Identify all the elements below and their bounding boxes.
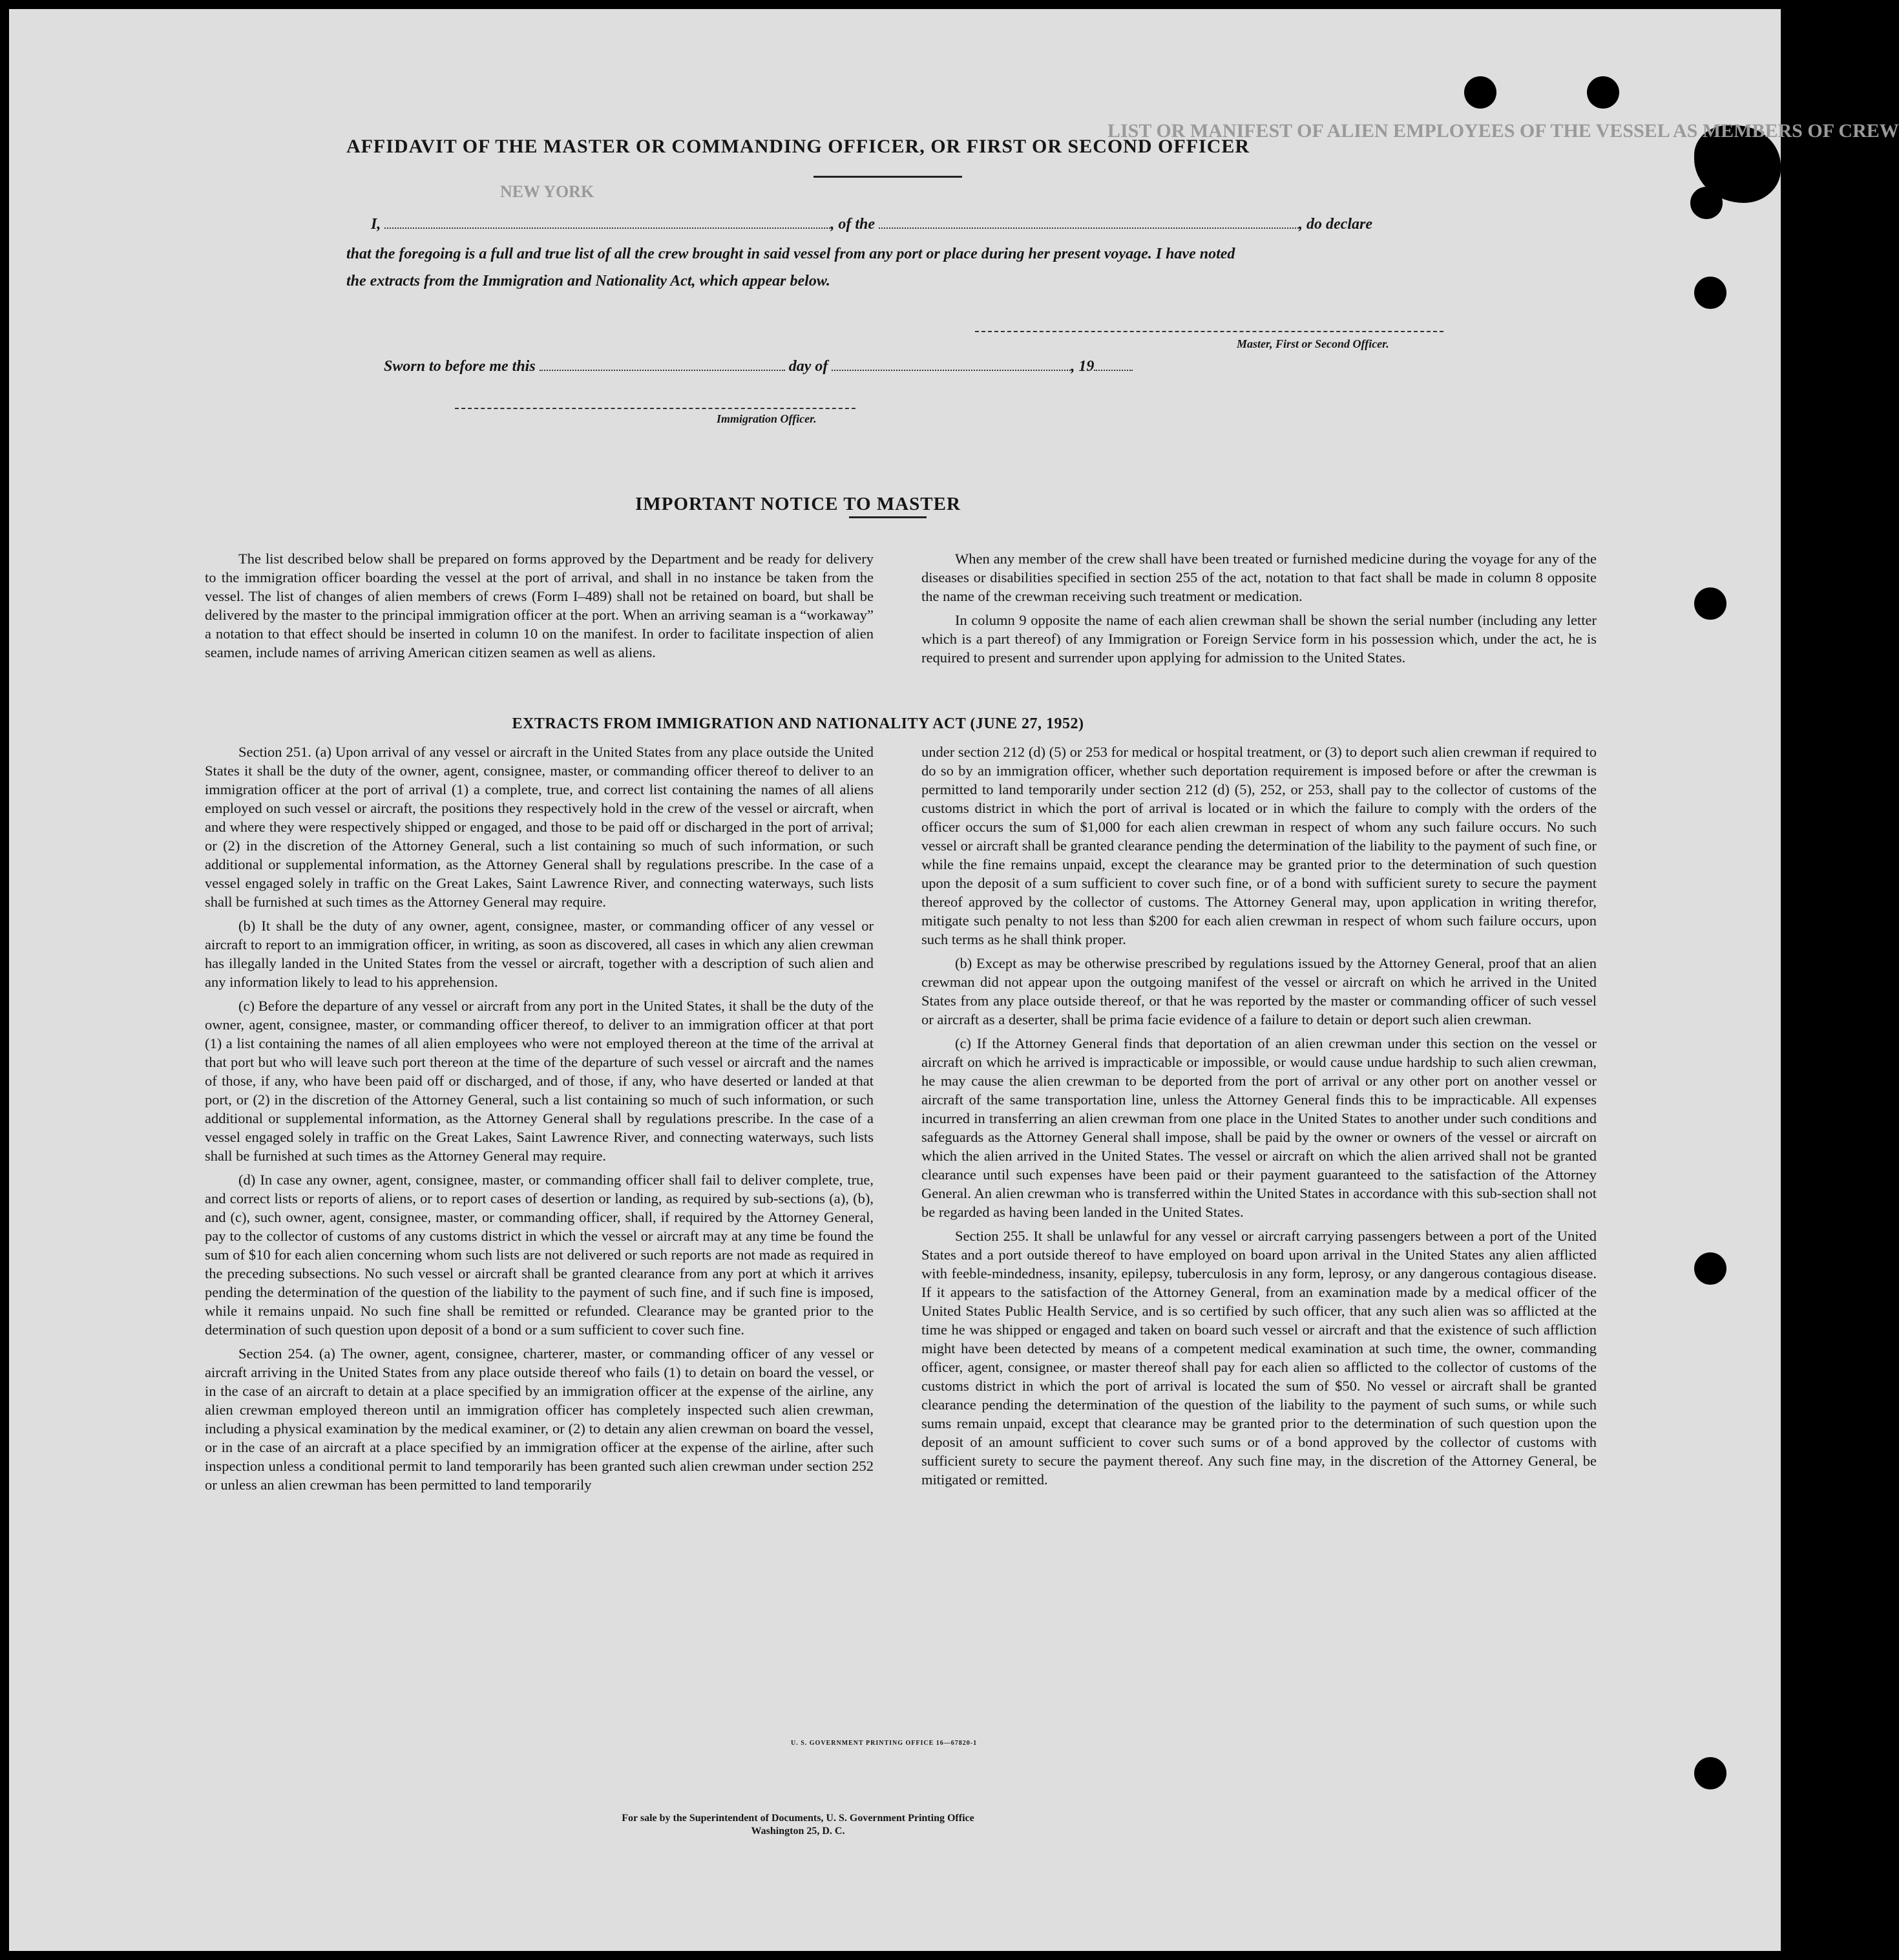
extract-paragraph: (d) In case any owner, agent, consignee, master, or commanding officer shall fail to deliver complete, true, and correct lists or reports of aliens, or to report cases of desertion or landing, as required by sub-sections (a), (b), and (c), such owner, agent, consignee, master, or commanding officer, shall, if required by the Attorney General, pay to the collector of customs of any customs district in which the vessel or aircraft may at any time be found the sum of $10 for each alien concerning whom such lists are not delivered or such reports are not made as required in the preceding subsections. No such vessel or aircraft shall be granted clearance from any port at which it arrives pending the determination of the question of the liability to the payment of such fine, and if such fine is imposed, while it remains unpaid. No such fine shall be remitted or refunded. Clearance may be granted prior to the determination of such question upon deposit of a bond or a sum sufficient to cover such fine.	[205, 1172, 874, 1338]
notice-left-column	[205, 549, 874, 667]
do-declare-label: , do declare	[1299, 216, 1372, 233]
year-field[interactable]	[1094, 358, 1133, 371]
notice-title: IMPORTANT NOTICE TO MASTER	[635, 494, 961, 514]
extract-paragraph: (c) If the Attorney General finds that deportation of an alien crewman under this section on the vessel or aircraft on which he arrived is impracticable or impossible, or would cause undue hardship to such alien crewman, he may cause the alien crewman to be deported from the port of arrival or any other port on another vessel or aircraft of the same transportation line, unless the Attorney General finds this to be impracticable. All expenses incurred in transferring an alien crewman from one place in the United States to another under such conditions and safeguards as the Attorney General shall impose, shall be paid by the owner or owners of the vessel or aircraft on which the alien arrived in the United States. The vessel or aircraft on which the alien arrived shall not be granted clearance until such expenses have been paid or their payment guaranteed to the satisfaction of the Attorney General. An alien crewman who is transferred within the United States in accordance with this sub-section shall not be regarded as having been landed in the United States.	[921, 1035, 1597, 1220]
document-page	[9, 9, 1899, 1951]
declaration-text-2: the extracts from the Immigration and Nationality Act, which appear below.	[346, 273, 830, 290]
master-signature-line[interactable]	[975, 331, 1443, 332]
day-of-label: day of	[788, 358, 828, 375]
officer-caption: Immigration Officer.	[717, 412, 817, 425]
extract-paragraph: Section 254. (a) The owner, agent, consignee, charterer, master, or commanding officer of any vessel or aircraft arriving in the United States from any place outside thereof who fails (1) to detain on board the vessel, or in the case of an aircraft to detain at a place specified by an immigration officer at the expense of the airline, any alien crewman employed thereon until an immigration officer has completely inspected such alien crewman, including a physical examination by the medical examiner, or (2) to detain any alien crewman on board the vessel, or in the case of an aircraft at a place specified by an immigration officer at the expense of the airline, after such inspection unless a conditional permit to land temporarily has been granted such alien crewman under section 252 or unless an alien crewman has been permitted to land temporarily	[205, 1345, 874, 1493]
i-label: I,	[371, 216, 381, 233]
declaration-text-1: that the foregoing is a full and true list of all the crew brought in said vessel from any port or place during her present voyage. I have noted	[346, 246, 1235, 262]
master-caption: Master, First or Second Officer.	[1237, 337, 1389, 350]
extract-paragraph: Section 251. (a) Upon arrival of any vessel or aircraft in the United States from any place outside the United States it shall be the duty of the owner, agent, consignee, master, or commanding officer thereof to deliver to an immigration officer at the port of arrival (1) a complete, true, and correct list containing the names of all aliens employed on such vessel or aircraft, the positions they respectively hold in the crew of the vessel or aircraft, when and where they were respectively shipped or engaged, and those to be paid off or discharged in the port of arrival; or (2) in the discretion of the Attorney General, such a list containing so much of such information, or such additional or supplemental information, as the Attorney General shall by regulations prescribe. In the case of a vessel engaged solely in traffic on the Great Lakes, Saint Lawrence River, and connecting waterways, such lists shall be furnished at such times as the Attorney General may require.	[205, 744, 874, 910]
extracts-right-column	[921, 743, 1597, 1494]
punch-hole	[1587, 76, 1619, 109]
notice-paragraph: The list described below shall be prepared on forms approved by the Department and be ready for delivery to the immigration officer boarding the vessel at the port of arrival, and shall in no instance be taken from the vessel. The list of changes of alien members of crews (Form I–489) shall not be retained on board, but shall be delivered by the master to the principal immigration officer at the port. When an arriving seaman is a “workaway” a notation to that effect should be inserted in column 10 on the manifest. In order to facilitate inspection of alien seamen, include names of arriving American citizen seamen as well as aliens.	[205, 551, 874, 660]
month-field[interactable]	[832, 358, 1071, 371]
notice-paragraph: When any member of the crew shall have been treated or furnished medicine during the voyage for any of the diseases or disabilities specified in section 255 of the act, notation to that fact shall be made in column 8 opposite the name of the crewman receiving such treatment or medication.	[921, 551, 1597, 604]
extract-paragraph: (b) It shall be the duty of any owner, agent, consignee, master, or commanding officer of any vessel or aircraft to report to an immigration officer, in writing, as soon as discovered, all cases in which any alien crewman has illegally landed in the United States from the vessel or aircraft, together with a description of such alien and any information likely to lead to his apprehension.	[205, 918, 874, 990]
sale-line-1: For sale by the Superintendent of Documents, U. S. Government Printing Office	[622, 1813, 974, 1824]
extract-paragraph: (b) Except as may be otherwise prescribed by regulations issued by the Attorney General, proof that an alien crewman did not appear upon the outgoing manifest of the vessel or aircraft on which he arrived in the United States from any place outside thereof, or that he was reported by the master or commanding officer of such vessel or aircraft as a deserter, shall be prima facie evidence of a failure to detain or deport such alien crewman.	[921, 955, 1597, 1027]
extract-paragraph: (c) Before the departure of any vessel or aircraft from any port in the United States, it shall be the duty of the owner, agent, consignee, master, or commanding officer thereof, to deliver to an immigration officer at that port (1) a list containing the names of all alien employees who were not employed thereon at the time of the arrival at that port but who will leave such port thereon at the time of the departure of such vessel or aircraft and the names of those, if any, who have been paid off or discharged, and of those, if any, who have deserted or landed at that port, or (2) in the discretion of the Attorney General, such a list containing so much of such information, or such additional or supplemental information, as the Attorney General shall by regulations prescribe. In the case of a vessel engaged solely in traffic on the Great Lakes, Saint Lawrence River, and connecting waterways, such lists shall be furnished at such times as the Attorney General may require.	[205, 998, 874, 1164]
name-field[interactable]	[384, 216, 830, 229]
bleed-through-port: NEW YORK	[500, 182, 594, 201]
extracts-left-column	[205, 743, 874, 1499]
extract-paragraph: under section 212 (d) (5) or 253 for medical or hospital treatment, or (3) to deport such alien crewman if required to do so by an immigration officer, whether such deportation requirement is imposed before or after the crewman is permitted to land temporarily under section 212 (d) (5), 252, or 253, shall pay to the collector of customs of the customs district in which the port of arrival is located or in which the failure to comply with the orders of the officer occurs the sum of $1,000 for each alien crewman in respect of whom any such failure occurs. No such vessel or aircraft shall be granted clearance pending the determination of the liability to the payment of such fine, or while the fine remains unpaid, except the clearance may be granted prior to the determination of such question upon the deposit of a sum sufficient to cover such fine, or of a bond with sufficient surety to secure the payment thereof approved by the collector of customs. The Attorney General may, upon application in writing therefor, mitigate such penalty to not less than $200 for each alien crewman in respect of whom such failure occurs, upon such terms as he shall think proper.	[921, 744, 1597, 947]
sworn-date-field[interactable]	[540, 358, 785, 371]
punch-hole	[1690, 187, 1723, 219]
extract-paragraph: Section 255. It shall be unlawful for any vessel or aircraft carrying passengers between a port of the United States and a port outside thereof to have employed on board upon arrival in the United States any alien afflicted with feeble-mindedness, insanity, epilepsy, tuberculosis in any form, leprosy, or any dangerous contagious disease. If it appears to the satisfaction of the Attorney General, from an examination made by a medical officer of the United States Public Health Service, and is so certified by such officer, that any such alien was so afflicted at the time he was shipped or engaged and taken on board such vessel or aircraft and that the existence of such affliction might have been detected by means of a competent medical examination at such time, the owner, commanding officer, agent, consignee, or master thereof shall pay for each alien so afflicted to the collector of customs of the customs district in which the port of arrival is located the sum of $50. No vessel or aircraft shall be granted clearance pending the determination of the question of the liability to the payment of such sums, or while such sums remain unpaid, except that clearance may be granted prior to the determination of such question upon the deposit of an amount sufficient to cover such sums or of a bond approved by the collector of customs with sufficient surety to secure the payment thereof. Any such fine may, in the discretion of the Attorney General, be mitigated or remitted.	[921, 1228, 1597, 1488]
affidavit-title: AFFIDAVIT OF THE MASTER OR COMMANDING OFFICER, OR FIRST OR SECOND OFFICER	[346, 136, 1250, 157]
officer-signature-line[interactable]	[455, 408, 855, 409]
punch-hole	[1694, 1252, 1726, 1285]
sale-line-2: Washington 25, D. C.	[751, 1826, 845, 1837]
declare-line	[371, 216, 1372, 233]
year-label: , 19	[1071, 358, 1095, 375]
extracts-title: EXTRACTS FROM IMMIGRATION AND NATIONALITY ACT (JUNE 27, 1952)	[512, 715, 1084, 732]
punch-hole	[1464, 76, 1496, 109]
title-rule	[813, 176, 962, 178]
punch-hole	[1694, 1757, 1726, 1789]
notice-title-rule	[849, 516, 927, 518]
punch-hole	[1694, 277, 1726, 309]
vessel-field[interactable]	[879, 216, 1299, 229]
notice-right-column	[921, 549, 1597, 672]
sworn-label: Sworn to before me this	[384, 358, 536, 375]
notice-paragraph: In column 9 opposite the name of each alien crewman shall be shown the serial number (including any letter which is a part thereof) of any Immigration or Foreign Service form in his possession which, under the act, he is required to present and surrender upon applying for admission to the United States.	[921, 612, 1597, 666]
bleed-through-header: LIST OR MANIFEST OF ALIEN EMPLOYEES OF THE VESSEL AS MEMBERS OF CREW	[1107, 120, 1899, 142]
punch-hole	[1694, 587, 1726, 620]
sworn-line	[384, 358, 1133, 375]
of-the-label: , of the	[830, 216, 876, 233]
sale-notice	[0, 1812, 1684, 1838]
printer-line: U. S. GOVERNMENT PRINTING OFFICE 16—67820-1	[791, 1740, 978, 1747]
